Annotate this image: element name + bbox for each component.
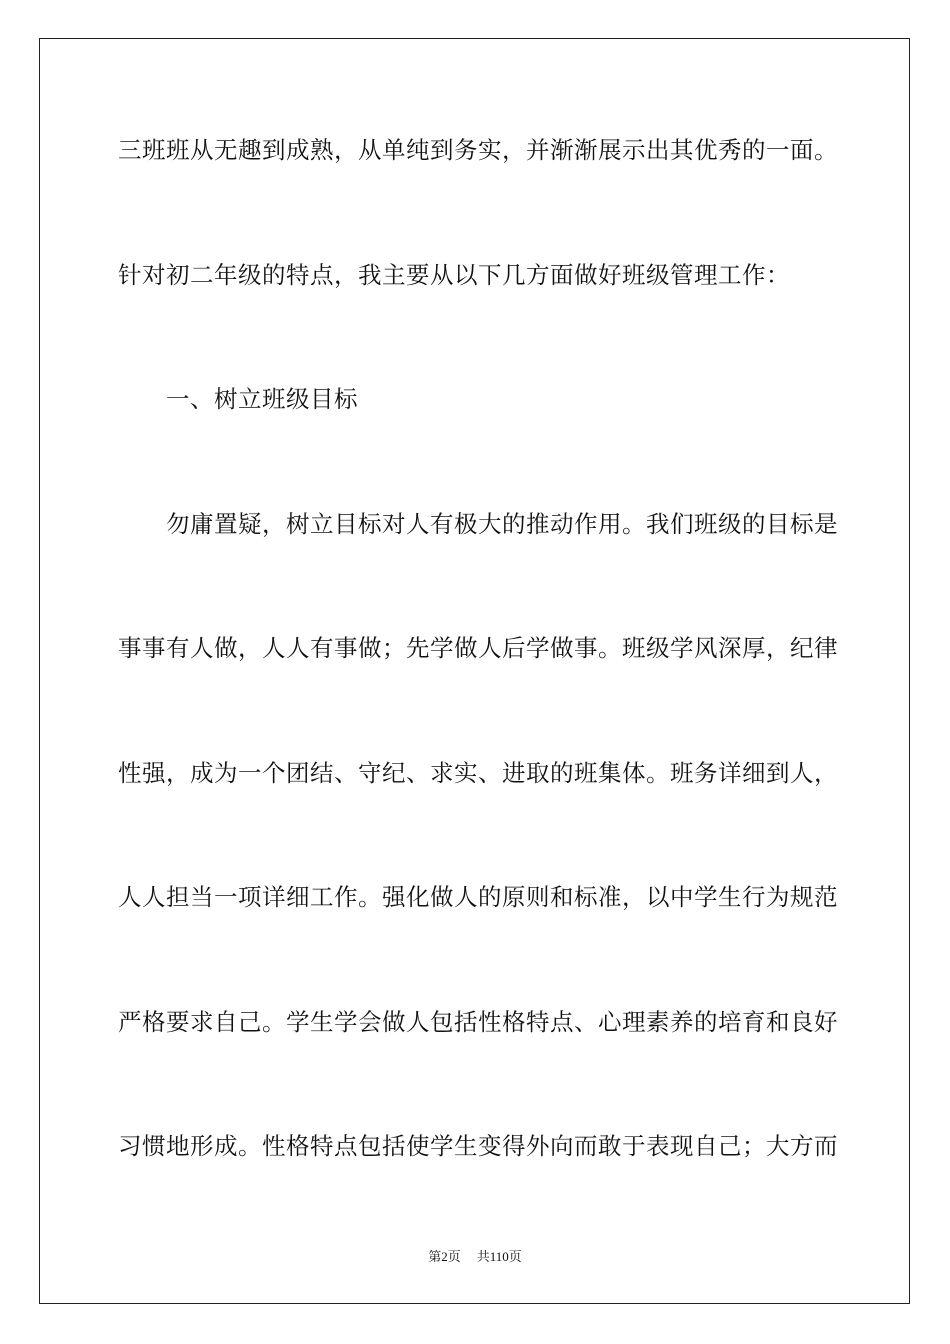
paragraph-line: 针对初二年级的特点，我主要从以下几方面做好班级管理工作： — [118, 261, 790, 289]
paragraph-line: 性强，成为一个团结、守纪、求实、进取的班集体。班务详细到人， — [118, 759, 838, 787]
paragraph-line: 三班班从无趣到成熟，从单纯到务实，并渐渐展示出其优秀的一面。 — [118, 136, 838, 164]
paragraph-line: 习惯地形成。性格特点包括使学生变得外向而敢于表现自己；大方而 — [118, 1132, 838, 1160]
paragraph-line: 人人担当一项详细工作。强化做人的原则和标准，以中学生行为规范 — [118, 883, 838, 911]
page-total: 共110页 — [476, 1249, 522, 1264]
paragraph-line: 严格要求自己。学生学会做人包括性格特点、心理素养的培育和良好 — [118, 1008, 838, 1036]
page-number: 第2页 — [428, 1249, 461, 1264]
paragraph-line: 勿庸置疑，树立目标对人有极大的推动作用。我们班级的目标是 — [166, 510, 838, 538]
page-border — [39, 38, 910, 1304]
paragraph-line: 事事有人做，人人有事做；先学做人后学做事。班级学风深厚，纪律 — [118, 634, 838, 662]
page-footer — [0, 1246, 950, 1265]
section-heading: 一、树立班级目标 — [166, 385, 358, 413]
